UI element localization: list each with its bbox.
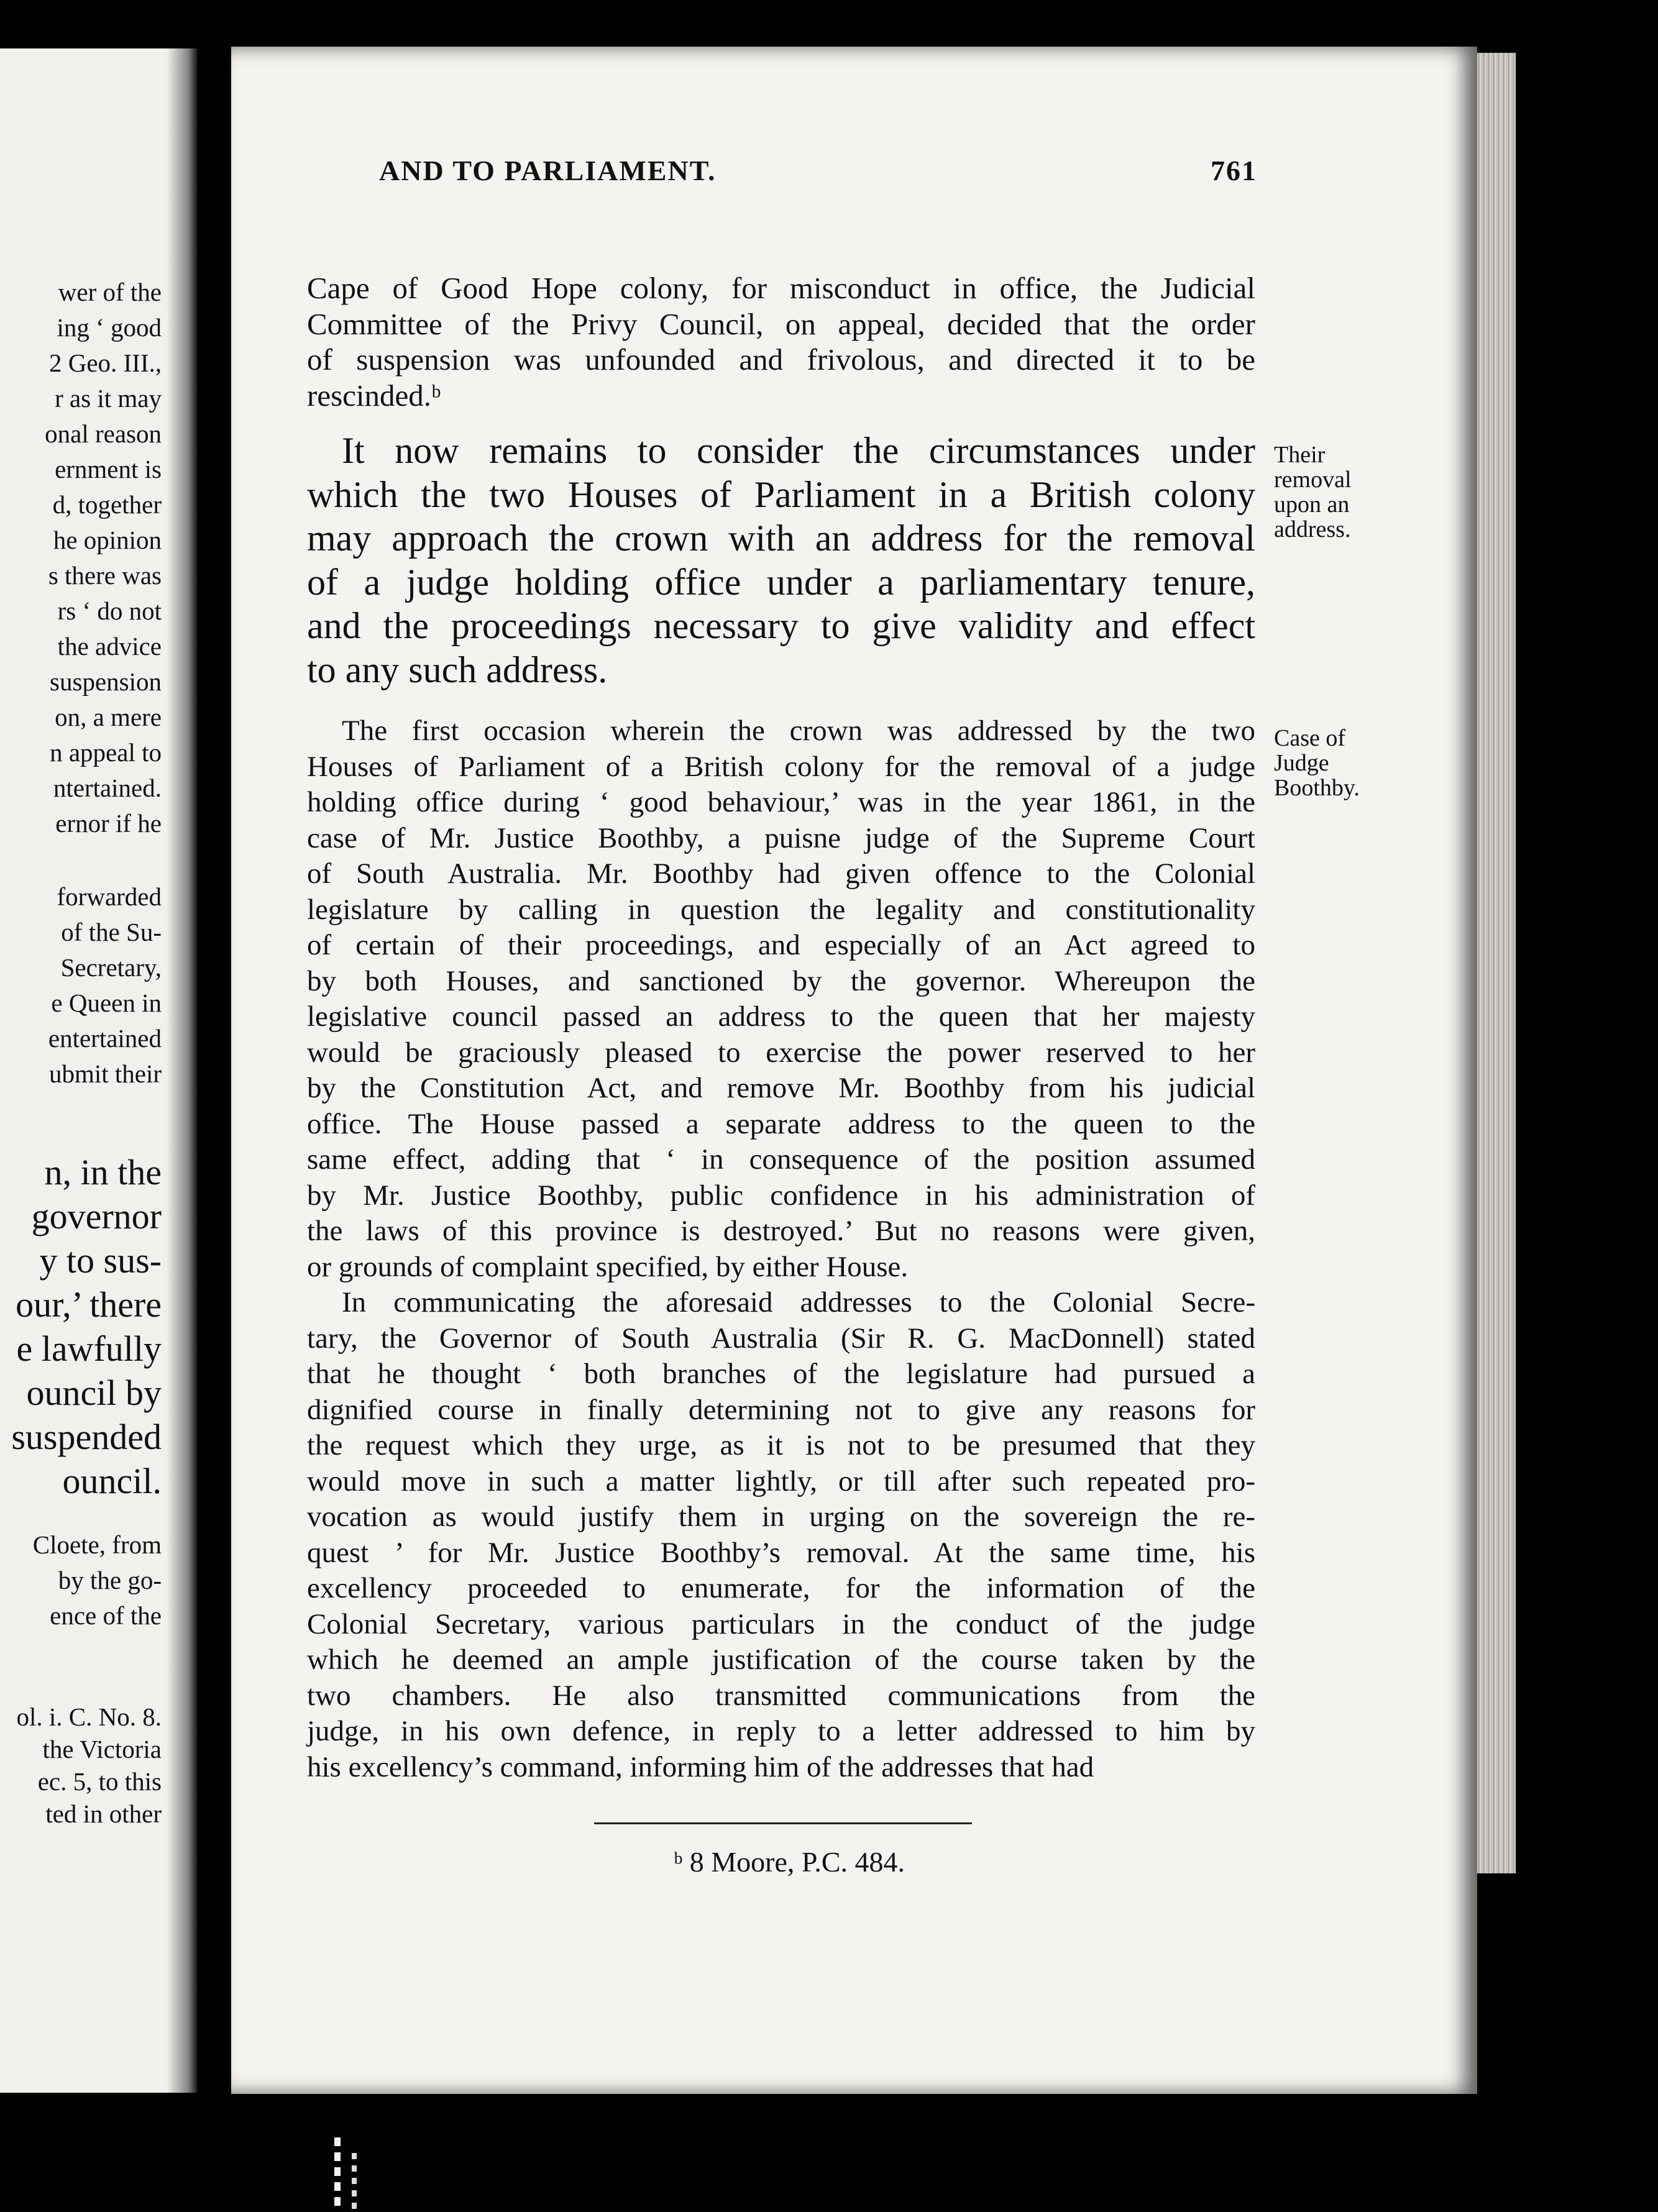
left-page-fragment: our,’ there (16, 1284, 162, 1325)
margin-note-line: upon an (1274, 491, 1350, 518)
left-page-fragment: suspension (50, 667, 162, 696)
left-page-fragment: ted in other (45, 1799, 162, 1828)
text-line: legislative council passed an address to the queen that her majesty (307, 1000, 1255, 1033)
left-page-fragment: governor (31, 1196, 162, 1236)
scan-spine-mark (334, 2137, 341, 2212)
text-line: of South Australia. Mr. Boothby had given offence to the Colonial (307, 857, 1255, 890)
text-line: two chambers. He also transmitted communications from the (307, 1679, 1255, 1712)
margin-note-boothby (1274, 726, 1360, 800)
left-page-fragment: e lawfully (16, 1328, 162, 1369)
left-page-fragment: n appeal to (50, 738, 162, 767)
left-page-fragment: he opinion (53, 526, 162, 554)
text-line: would be graciously pleased to exercise the power reserved to her (307, 1036, 1255, 1069)
text-line: office. The House passed a separate address to the queen to the (307, 1107, 1255, 1140)
text-line: his excellency’s command, informing him of the addresses that had (307, 1750, 1094, 1783)
footnote: ᵇ 8 Moore, P.C. 484. (674, 1846, 905, 1878)
text-line: tary, the Governor of South Australia (Sir R. G. MacDonnell) stated (307, 1322, 1255, 1355)
text-line: which he deemed an ample justification of the course taken by the (307, 1643, 1255, 1676)
text-line: rescinded.ᵇ (307, 378, 441, 413)
left-page-fragment: wer of the (58, 278, 162, 306)
left-page-fragment: ernor if he (55, 809, 162, 838)
left-page-fragment: forwarded (57, 882, 162, 911)
left-page-fragment: ernment is (55, 455, 162, 483)
left-page-fragment: d, together (52, 490, 162, 519)
left-page-fragment: 2 Geo. III., (48, 349, 162, 377)
left-page-fragment: on, a mere (55, 703, 162, 731)
left-page-fragment: entertained (48, 1024, 162, 1053)
left-page-fragment: ubmit their (48, 1059, 162, 1088)
text-line: may approach the crown with an address for the removal (307, 518, 1255, 559)
paragraph-boothby (307, 713, 1255, 1785)
page-number: 761 (1211, 155, 1257, 186)
text-line: legislature by calling in question the legality and constitutionality (307, 893, 1255, 926)
left-page-fragment: of the Su- (61, 918, 162, 946)
left-page-fragment: r as it may (55, 384, 162, 413)
page-gutter-shadow (167, 48, 198, 2093)
page-edges (1477, 53, 1516, 1873)
text-line: It now remains to consider the circumstances under (342, 430, 1255, 471)
text-line: that he thought ‘ both branches of the legislature had pursued a (307, 1358, 1255, 1390)
left-page-fragment: Secretary, (60, 953, 162, 982)
text-line: dignified course in finally determining not to give any reasons for (307, 1393, 1255, 1426)
text-line: holding office during ‘ good behaviour,’ was in the year 1861, in the (307, 786, 1255, 818)
left-page-fragment: the Victoria (42, 1735, 162, 1763)
margin-note-line: removal (1274, 467, 1352, 493)
text-line: of a judge holding office under a parliamentary tenure, (307, 561, 1255, 603)
left-page-fragment: ouncil. (62, 1461, 162, 1501)
text-line: would move in such a matter lightly, or till after such repeated pro- (307, 1465, 1255, 1497)
text-line: Colonial Secretary, various particulars in the conduct of the judge (307, 1607, 1255, 1640)
text-line: Committee of the Privy Council, on appeal, decided that the order (307, 306, 1255, 341)
left-page-fragment: ing ‘ good (57, 313, 162, 342)
text-line: which the two Houses of Parliament in a British colony (307, 473, 1255, 515)
text-line: case of Mr. Justice Boothby, a puisne judge of the Supreme Court (307, 821, 1255, 854)
left-page-fragment: ec. 5, to this (37, 1767, 162, 1796)
text-line: or grounds of complaint specified, by either House. (307, 1250, 909, 1283)
text-line: of suspension was unfounded and frivolous, and directed it to be (307, 342, 1255, 377)
left-facing-page (0, 48, 198, 2093)
text-line: by Mr. Justice Boothby, public confidence in his administration of (307, 1179, 1255, 1212)
text-line: vocation as would justify them in urging on the sovereign the re- (307, 1501, 1255, 1533)
scan-spine-mark (352, 2153, 357, 2212)
left-page-fragment: y to sus- (39, 1240, 162, 1281)
text-line: by the Constitution Act, and remove Mr. Boothby from his judicial (307, 1072, 1255, 1104)
text-line: of certain of their proceedings, and especially of an Act agreed to (307, 929, 1255, 961)
margin-note-line: Judge (1274, 750, 1329, 776)
text-line: by both Houses, and sanctioned by the governor. Whereupon the (307, 964, 1255, 997)
paragraph-continuation (307, 270, 1255, 413)
text-line: the laws of this province is destroyed.’ But no reasons were given, (307, 1215, 1255, 1247)
margin-note-removal (1274, 442, 1352, 542)
left-page-fragment: s there was (48, 561, 162, 590)
text-line: quest ’ for Mr. Justice Boothby’s removal. At the same time, his (307, 1536, 1255, 1569)
footnote-rule (594, 1822, 972, 1824)
left-page-fragment: ntertained. (53, 774, 162, 802)
left-page-fragment: e Queen in (51, 989, 162, 1017)
margin-note-line: Their (1274, 442, 1326, 468)
left-page-fragment: onal reason (45, 419, 162, 448)
left-page-fragment: n, in the (44, 1152, 162, 1192)
margin-note-line: Case of (1274, 725, 1346, 751)
margin-note-line: address. (1274, 516, 1351, 542)
text-line: Cape of Good Hope colony, for misconduct in office, the Judicial (307, 271, 1255, 305)
left-page-fragment: by the go- (58, 1566, 162, 1594)
margin-note-line: Boothby. (1274, 775, 1360, 801)
text-line: the request which they urge, as it is not to be presumed that they (307, 1429, 1255, 1461)
text-line: judge, in his own defence, in reply to a letter addressed to him by (307, 1715, 1255, 1747)
running-title: AND TO PARLIAMENT. (379, 155, 717, 186)
left-page-fragment: suspended (11, 1417, 162, 1457)
left-page-fragment: rs ‘ do not (57, 596, 162, 625)
text-line: excellency proceeded to enumerate, for the information of the (307, 1572, 1255, 1604)
left-page-fragment: Cloete, from (32, 1530, 162, 1559)
text-line: The first occasion wherein the crown was addressed by the two (342, 715, 1255, 747)
text-line: same effect, adding that ‘ in consequence of the position assumed (307, 1143, 1255, 1176)
left-page-fragment: ence of the (50, 1601, 162, 1630)
left-page-fragment: the advice (57, 632, 162, 660)
text-line: Houses of Parliament of a British colony for the removal of a judge (307, 750, 1255, 783)
left-page-fragment: ouncil by (26, 1373, 162, 1413)
text-line: and the proceedings necessary to give validity and effect (307, 605, 1255, 646)
text-line: In communicating the aforesaid addresses to the Colonial Secre- (342, 1286, 1255, 1319)
text-line: to any such address. (307, 649, 608, 690)
paragraph-lead (307, 429, 1255, 692)
left-page-fragment: ol. i. C. No. 8. (16, 1702, 162, 1731)
